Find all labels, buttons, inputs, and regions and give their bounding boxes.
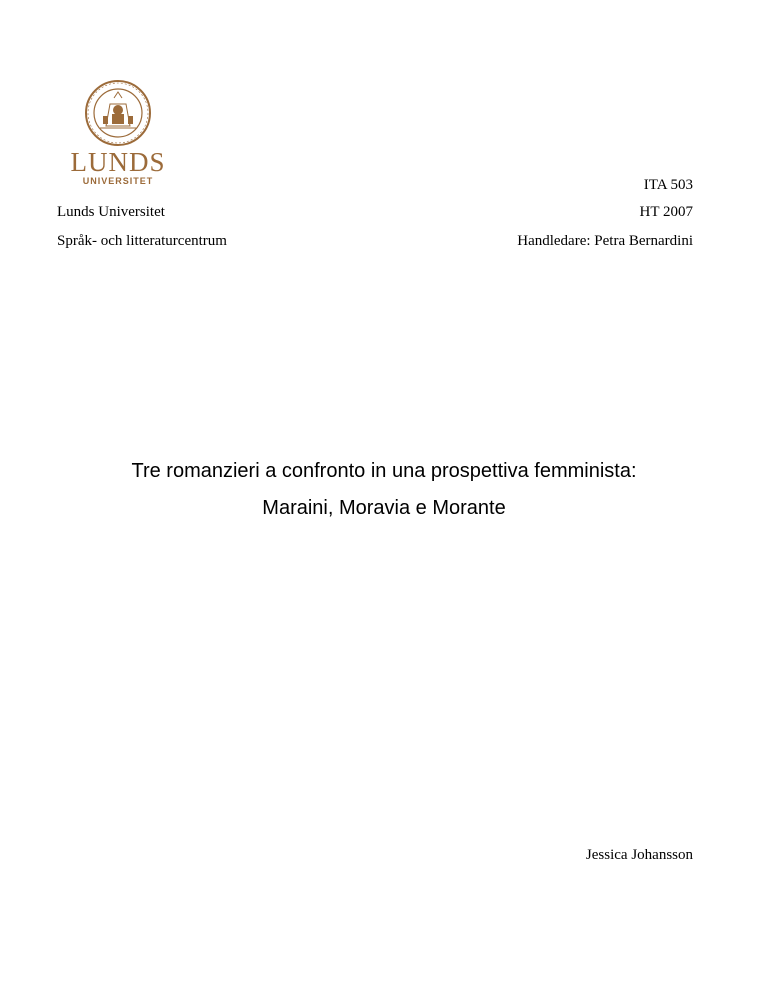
logo-wordmark: LUNDS (70, 147, 166, 177)
department-name: Språk- och litteraturcentrum (57, 233, 227, 249)
university-seal-icon (70, 80, 166, 148)
university-name: Lunds Universitet (57, 204, 165, 220)
course-code: ITA 503 (643, 177, 693, 193)
logo-subtitle: UNIVERSITET (82, 176, 154, 186)
university-logo (70, 80, 166, 190)
supervisor: Handledare: Petra Bernardini (517, 233, 693, 249)
term: HT 2007 (639, 204, 693, 220)
page-subtitle: Maraini, Moravia e Morante (262, 497, 506, 519)
author-name: Jessica Johansson (585, 847, 693, 863)
page-title: Tre romanzieri a confronto in una prospettiva femminista: (131, 460, 637, 482)
